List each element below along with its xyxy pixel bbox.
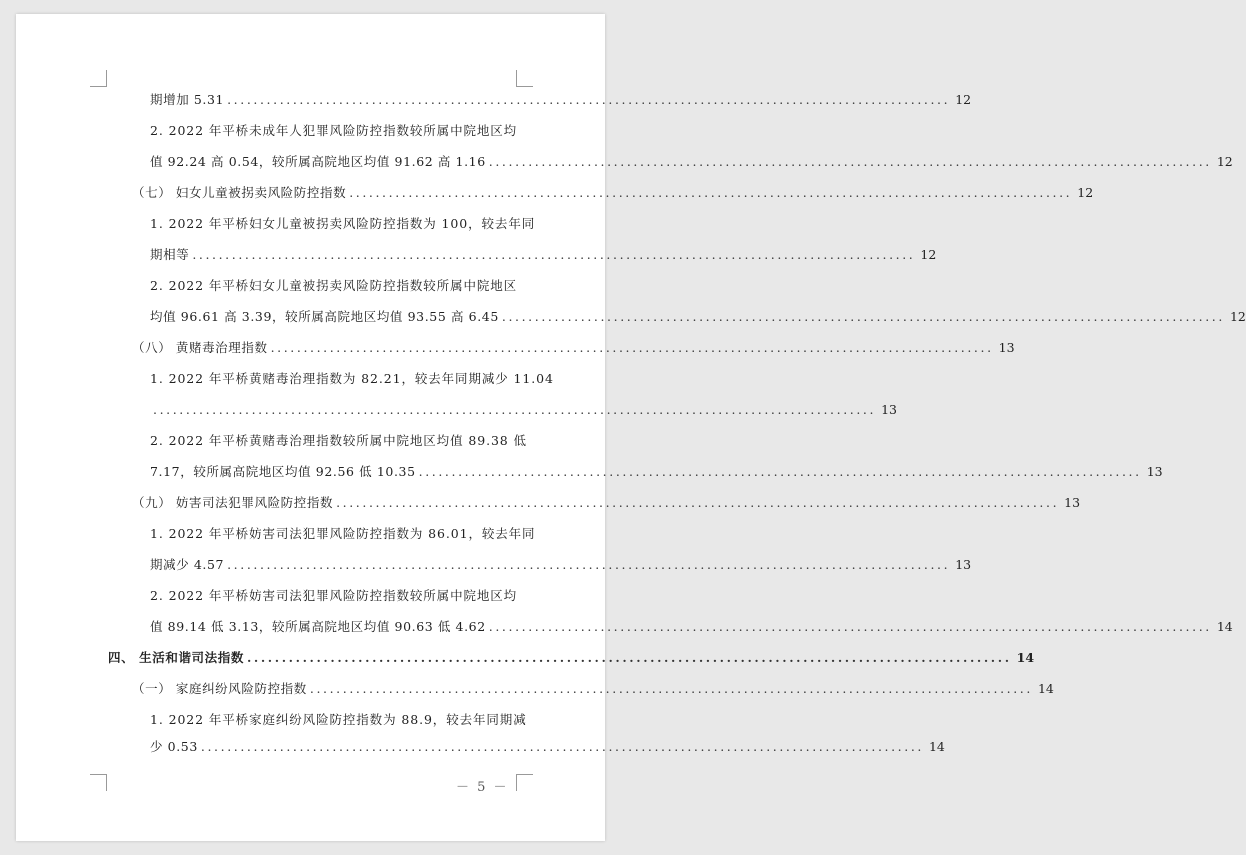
- toc-entry-text: 值 89.14 低 3.13，较所属高院地区均值 90.63 低 4.62: [150, 619, 486, 634]
- crop-mark-bottom-right: [516, 774, 533, 791]
- toc-entry[interactable]: [150, 90, 972, 110]
- toc-entry[interactable]: [150, 369, 554, 389]
- toc-entry[interactable]: [150, 214, 536, 234]
- crop-mark-top-left: [90, 70, 107, 87]
- toc-leader-dots: ..............................................................................................................: [488, 154, 1212, 169]
- toc-entry[interactable]: [150, 400, 897, 420]
- toc-entry-text: （七） 妇女儿童被拐卖风险防控指数: [132, 185, 347, 200]
- toc-entry[interactable]: [150, 121, 518, 141]
- toc-entry[interactable]: [132, 493, 1081, 513]
- toc-page-number: 12: [955, 92, 972, 107]
- toc-leader-dots: ..............................................................................................................: [153, 402, 877, 417]
- toc-entry-text: 7.17，较所属高院地区均值 92.56 低 10.35: [150, 464, 416, 479]
- toc-entry[interactable]: [150, 617, 1233, 637]
- toc-entry[interactable]: [150, 307, 1246, 327]
- toc-page-number: 12: [920, 247, 937, 262]
- toc-page-number: 14: [1037, 681, 1054, 696]
- toc-page-number: 13: [998, 340, 1015, 355]
- toc-leader-dots: ..............................................................................................................: [246, 650, 1012, 665]
- toc-entry[interactable]: [150, 431, 527, 451]
- toc-entry[interactable]: [150, 462, 1163, 482]
- toc-leader-dots: ..............................................................................................................: [349, 185, 1073, 200]
- toc-leader-dots: ..............................................................................................................: [227, 557, 951, 572]
- toc-page-number: 13: [1146, 464, 1163, 479]
- toc-entry-text: 2. 2022 年平桥妇女儿童被拐卖风险防控指数较所属中院地区: [150, 278, 518, 293]
- toc-page-number: 12: [1077, 185, 1094, 200]
- toc-entry[interactable]: [132, 183, 1094, 203]
- toc-entry[interactable]: [150, 245, 937, 265]
- toc-entry[interactable]: [132, 338, 1015, 358]
- document-page: [16, 14, 1246, 841]
- toc-entry[interactable]: [150, 152, 1233, 172]
- toc-page-number: 13: [881, 402, 897, 417]
- toc-entry-text: 期减少 4.57: [150, 557, 225, 572]
- toc-entry-text: 值 92.24 高 0.54，较所属高院地区均值 91.62 高 1.16: [150, 154, 486, 169]
- toc-entry-text: 2. 2022 年平桥黄赌毒治理指数较所属中院地区均值 89.38 低: [150, 433, 527, 448]
- toc-leader-dots: ..............................................................................................................: [418, 464, 1142, 479]
- crop-mark-bottom-left: [90, 774, 107, 791]
- toc-leader-dots: ..............................................................................................................: [200, 739, 924, 754]
- toc-page-number: 13: [1064, 495, 1081, 510]
- toc-entry-text: 期相等: [150, 247, 190, 262]
- toc-entry-text: 1. 2022 年平桥妨害司法犯罪风险防控指数为 86.01，较去年同: [150, 526, 536, 541]
- page-number: － 5 －: [456, 780, 509, 795]
- crop-mark-top-right: [516, 70, 533, 87]
- toc-page-number: 14: [928, 739, 945, 754]
- toc-entry[interactable]: [150, 586, 518, 606]
- toc-entry-text: 2. 2022 年平桥妨害司法犯罪风险防控指数较所属中院地区均: [150, 588, 518, 603]
- toc-entry-text: （九） 妨害司法犯罪风险防控指数: [132, 495, 334, 510]
- toc-entry-text: 1. 2022 年平桥家庭纠纷风险防控指数为 88.9，较去年同期减: [150, 712, 527, 727]
- toc-page-number: 14: [1016, 650, 1035, 665]
- toc-leader-dots: ..............................................................................................................: [501, 309, 1225, 324]
- toc-leader-dots: ..............................................................................................................: [227, 92, 951, 107]
- toc-entry[interactable]: [132, 679, 1054, 699]
- toc-page-number: 14: [1216, 619, 1233, 634]
- toc-entry-text: （一） 家庭纠纷风险防控指数: [132, 681, 307, 696]
- toc-leader-dots: ..............................................................................................................: [488, 619, 1212, 634]
- toc-entry[interactable]: [150, 737, 945, 757]
- toc-entry-text: 均值 96.61 高 3.39，较所属高院地区均值 93.55 高 6.45: [150, 309, 499, 324]
- toc-entry[interactable]: [108, 648, 1035, 668]
- toc-entry-text: 少 0.53: [150, 739, 198, 754]
- toc-entry-text: 1. 2022 年平桥黄赌毒治理指数为 82.21，较去年同期减少 11.04: [150, 371, 554, 386]
- toc-page-number: 12: [1229, 309, 1246, 324]
- toc-entry[interactable]: [150, 555, 972, 575]
- toc-page-number: 13: [955, 557, 972, 572]
- toc-entry-text: 1. 2022 年平桥妇女儿童被拐卖风险防控指数为 100，较去年同: [150, 216, 536, 231]
- toc-entry-text: 四、 生活和谐司法指数: [108, 650, 244, 665]
- toc-entry[interactable]: [150, 524, 536, 544]
- toc-entry-text: （八） 黄赌毒治理指数: [132, 340, 268, 355]
- toc-entry[interactable]: [150, 710, 527, 730]
- toc-leader-dots: ..............................................................................................................: [192, 247, 916, 262]
- toc-entry[interactable]: [150, 276, 518, 296]
- toc-leader-dots: ..............................................................................................................: [270, 340, 994, 355]
- toc-leader-dots: ..............................................................................................................: [309, 681, 1033, 696]
- toc-leader-dots: ..............................................................................................................: [336, 495, 1060, 510]
- toc-entry-text: 期增加 5.31: [150, 92, 225, 107]
- toc-entry-text: 2. 2022 年平桥未成年人犯罪风险防控指数较所属中院地区均: [150, 123, 518, 138]
- toc-page-number: 12: [1216, 154, 1233, 169]
